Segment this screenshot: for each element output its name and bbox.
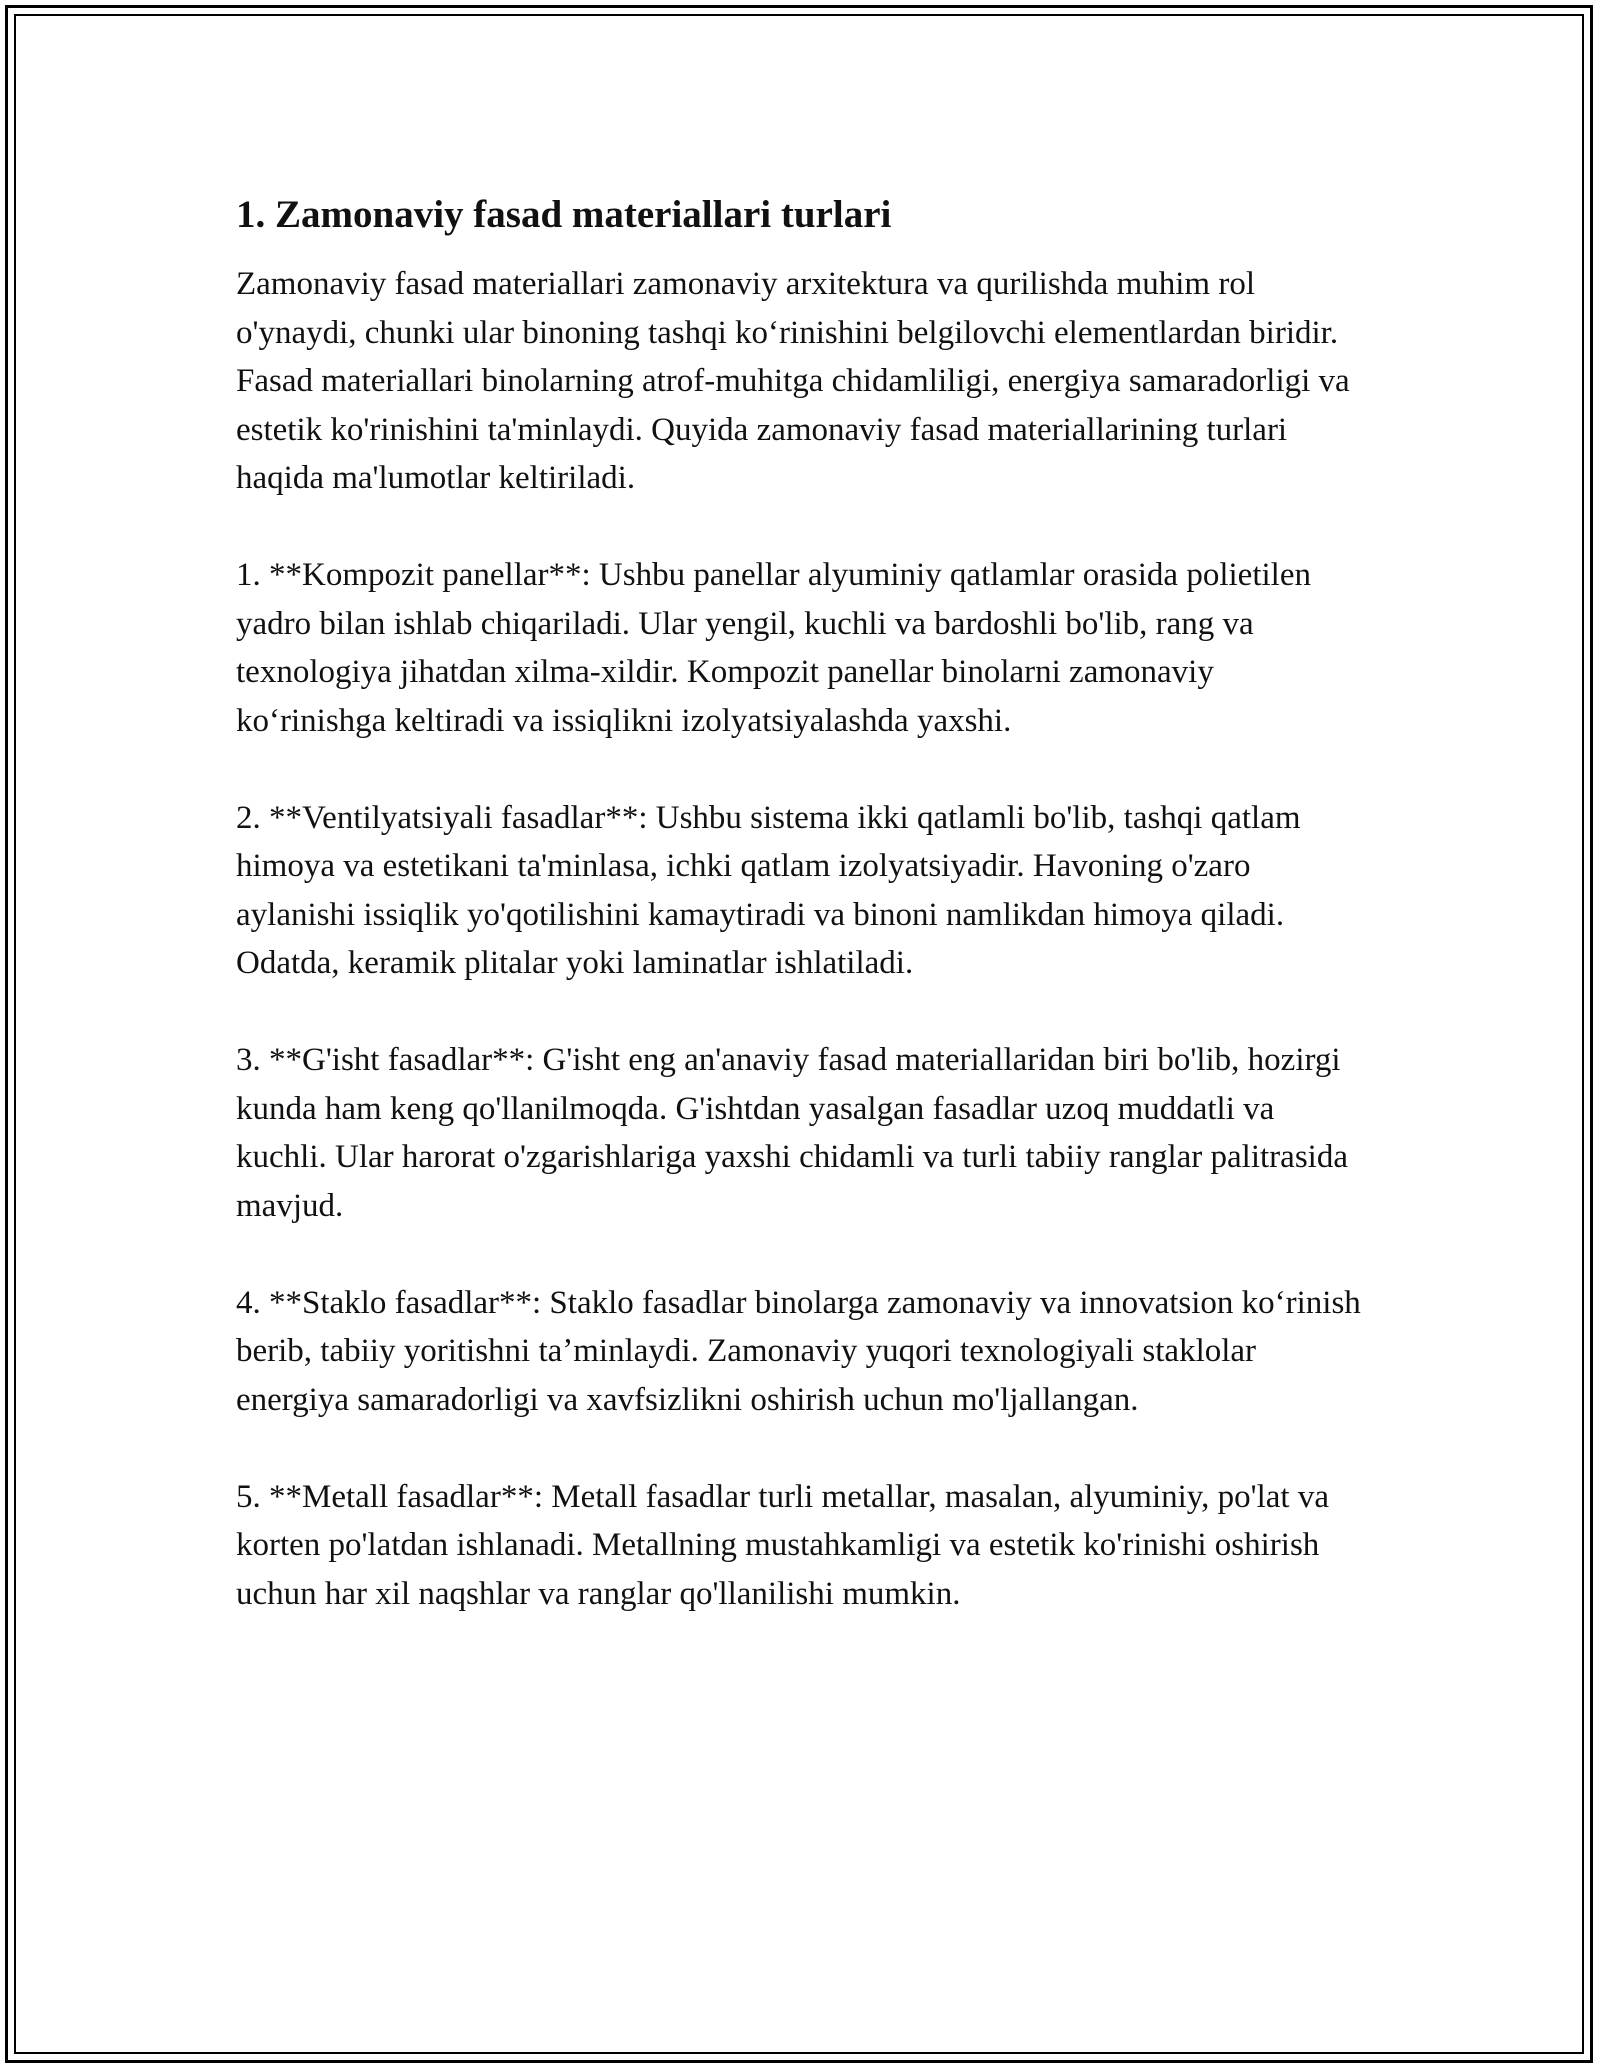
paragraph-kompozit-panellar: 1. **Kompozit panellar**: Ushbu panellar alyuminiy qatlamlar orasida polietilen yadro bilan ishlab chiqariladi. Ular yengil, kuchli va bardoshli bo'lib, rang va texnologiya jihatdan xilma-xildir. Kompozit panellar binolarni zamonaviy koʻrinishga keltiradi va issiqlikni izolyatsiyalashda yaxshi. — [236, 557, 1311, 739]
intro-paragraph: Zamonaviy fasad materiallari zamonaviy arxitektura va qurilishda muhim rol o'ynaydi, chunki ular binoning tashqi koʻrinishini belgilovchi elementlardan biridir. Fasad materiallari binolarning atrof-muhitga chidamliligi, energiya samaradorligi va estetik ko'rinishini ta'minlaydi. Quyida zamonaviy fasad materiallarining turlari haqida ma'lumotlar keltiriladi. — [236, 266, 1350, 496]
document-body — [236, 188, 1366, 1618]
paragraph-metall-fasadlar: 5. **Metall fasadlar**: Metall fasadlar turli metallar, masalan, alyuminiy, po'lat va korten po'latdan ishlanadi. Metallning mustahkamligi va estetik ko'rinishi oshirish uchun har xil naqshlar va ranglar qo'llanilishi mumkin. — [236, 1478, 1329, 1612]
paragraph-ventilyatsiyali-fasadlar: 2. **Ventilyatsiyali fasadlar**: Ushbu sistema ikki qatlamli bo'lib, tashqi qatlam himoya va estetikani ta'minlasa, ichki qatlam izolyatsiyadir. Havoning o'zaro aylanishi issiqlik yo'qotilishini kamaytiradi va binoni namlikdan himoya qiladi. Odatda, keramik plitalar yoki laminatlar ishlatiladi. — [236, 799, 1301, 981]
paragraph-gisht-fasadlar: 3. **G'isht fasadlar**: G'isht eng an'anaviy fasad materiallaridan biri bo'lib, hozirgi kunda ham keng qo'llanilmoqda. G'ishtdan yasalgan fasadlar uzoq muddatli va kuchli. Ular harorat o'zgarishlariga yaxshi chidamli va turli tabiiy ranglar palitrasida mavjud. — [236, 1042, 1348, 1224]
section-heading: 1. Zamonaviy fasad materiallari turlari — [236, 193, 892, 236]
paragraph-staklo-fasadlar: 4. **Staklo fasadlar**: Staklo fasadlar binolarga zamonaviy va innovatsion koʻrinish berib, tabiiy yoritishni taʼminlaydi. Zamonaviy yuqori texnologiyali staklolar energiya samaradorligi va xavfsizlikni oshirish uchun mo'ljallangan. — [236, 1284, 1361, 1418]
